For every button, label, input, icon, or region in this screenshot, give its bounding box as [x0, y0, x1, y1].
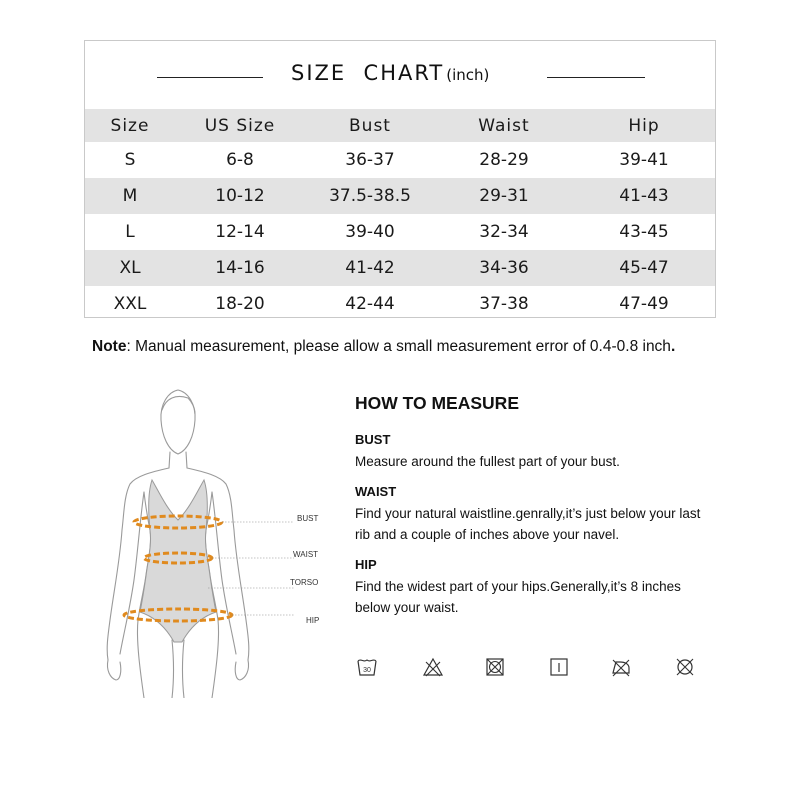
bust-label: BUST — [297, 514, 319, 523]
table-cell: 39-40 — [345, 222, 395, 242]
table-cell: 6-8 — [226, 150, 254, 170]
column-header: Size — [85, 109, 175, 142]
table-row — [85, 214, 715, 250]
table-cell: 34-36 — [435, 250, 573, 286]
table-cell: 39-41 — [619, 150, 669, 170]
table-cell: 43-45 — [619, 222, 669, 242]
table-row — [85, 286, 715, 322]
table-cell: XL — [85, 250, 175, 286]
table-cell: 45-47 — [573, 250, 715, 286]
no-tumble-dry-icon — [484, 656, 506, 678]
body-measurement-figure — [96, 380, 336, 698]
table-cell: 29-31 — [435, 178, 573, 214]
table-header-row — [85, 109, 715, 142]
note-label: Note — [92, 338, 127, 355]
table-cell: 37.5-38.5 — [305, 178, 435, 214]
column-header: Bust — [305, 109, 435, 142]
table-cell: 41-43 — [573, 178, 715, 214]
howto-section-bust — [355, 432, 755, 472]
table-cell: 36-37 — [345, 150, 395, 170]
chart-title — [291, 61, 489, 85]
table-cell: S — [124, 150, 136, 170]
howto-section-waist — [355, 484, 755, 545]
table-row — [85, 178, 715, 214]
size-chart — [84, 40, 716, 318]
column-header: Hip — [573, 109, 715, 142]
body-silhouette-illustration — [96, 380, 336, 698]
line-dry-icon — [548, 656, 570, 678]
title-rule-left — [157, 77, 263, 78]
table-cell: 32-34 — [479, 222, 529, 242]
torso-label: TORSO — [290, 578, 319, 587]
care-instructions — [352, 656, 712, 680]
table-cell: XXL — [113, 294, 147, 314]
note-end: . — [670, 338, 676, 355]
section-heading: WAIST — [355, 484, 397, 499]
howto-section-hip — [355, 557, 755, 618]
table-cell: 18-20 — [215, 294, 265, 314]
no-iron-icon — [610, 656, 632, 678]
table-cell: 28-29 — [479, 150, 529, 170]
waist-label: WAIST — [293, 550, 319, 559]
hip-label: HIP — [306, 616, 320, 625]
table-cell: M — [85, 178, 175, 214]
section-text: Find your natural waistline.genrally,it’s just below your last rib and a couple of inches above your navel. — [355, 506, 701, 542]
how-to-measure — [355, 393, 755, 630]
chart-title-unit: (inch) — [446, 66, 490, 84]
howto-title: HOW TO MEASURE — [355, 393, 519, 413]
table-cell: 12-14 — [215, 222, 265, 242]
table-cell: L — [125, 222, 135, 242]
no-dry-clean-icon — [674, 656, 696, 678]
table-cell: 14-16 — [175, 250, 305, 286]
bodysuit-shape — [140, 480, 216, 642]
column-header: US Size — [175, 109, 305, 142]
section-text: Measure around the fullest part of your bust. — [355, 454, 620, 469]
table-cell: 41-42 — [305, 250, 435, 286]
size-table — [85, 109, 715, 322]
no-bleach-icon — [422, 656, 444, 678]
table-row — [85, 142, 715, 178]
measurement-note — [92, 338, 732, 356]
table-row — [85, 250, 715, 286]
section-heading: HIP — [355, 557, 377, 572]
section-heading: BUST — [355, 432, 391, 447]
note-text: : Manual measurement, please allow a small measurement error of 0.4-0.8 inch — [126, 338, 671, 355]
chart-title-text: SIZE CHART — [291, 61, 445, 85]
section-text: Find the widest part of your hips.Generally,it’s 8 inches below your waist. — [355, 579, 681, 615]
table-cell: 42-44 — [345, 294, 395, 314]
column-header: Waist — [435, 109, 573, 142]
table-cell: 37-38 — [479, 294, 529, 314]
wash-30-icon — [356, 656, 378, 678]
table-cell: 10-12 — [175, 178, 305, 214]
title-rule-right — [547, 77, 645, 78]
wash-temp-label: 30 — [363, 667, 371, 674]
table-cell: 47-49 — [619, 294, 669, 314]
chart-title-row — [85, 55, 715, 95]
